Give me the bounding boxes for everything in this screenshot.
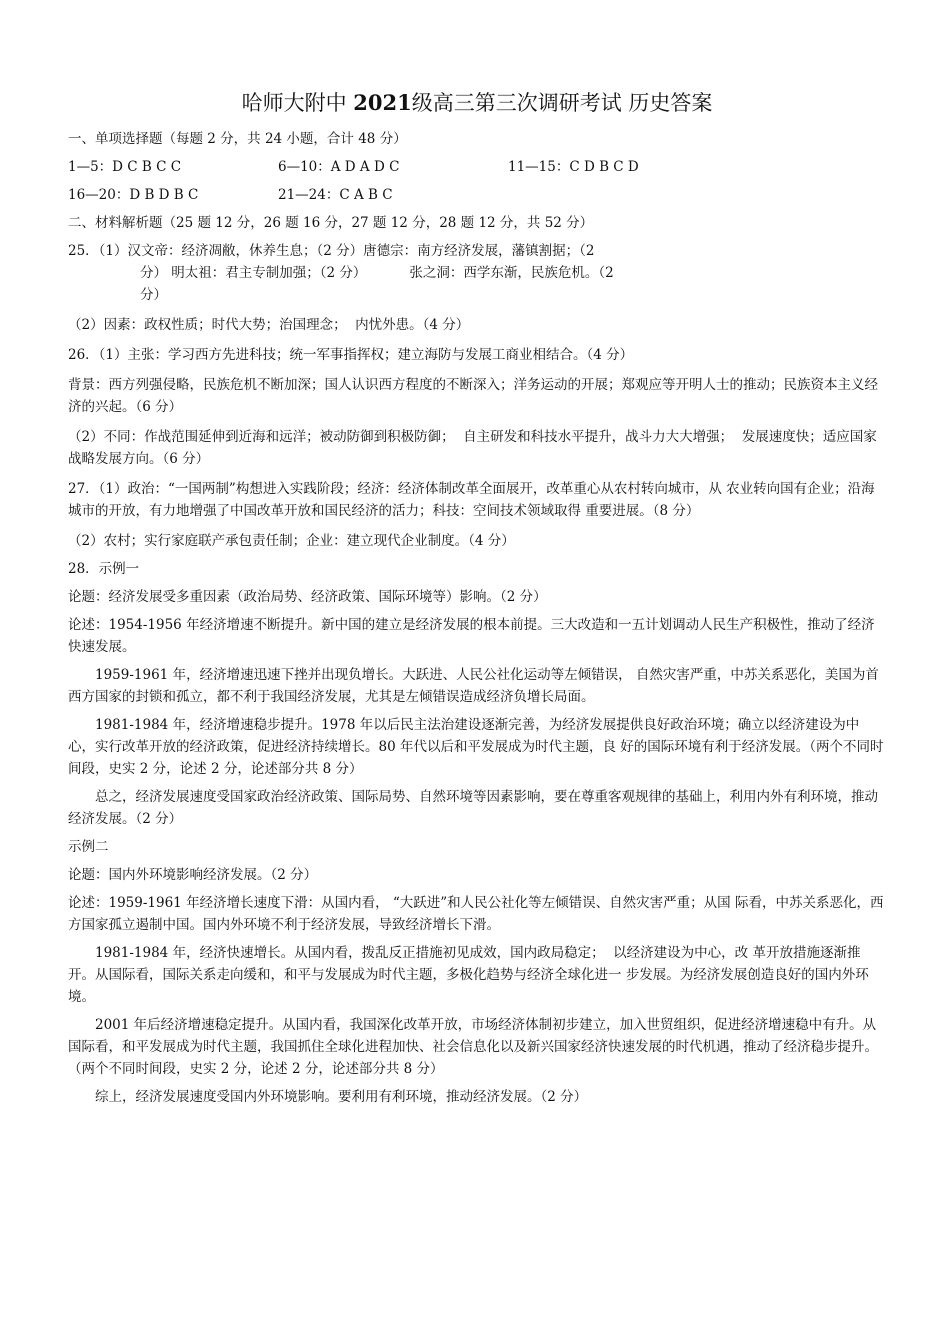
q27-part2: （2）农村；实行家庭联产承包责任制；企业：建立现代企业制度。（4 分） (68, 533, 515, 549)
q25-part1 (68, 240, 886, 306)
title-exam: 级高三第三次调研考试 历史答案 (411, 91, 713, 115)
q28-ex2-label: 示例二 (68, 839, 109, 855)
q28-ex2-thesis: 论题：国内外环境影响经济发展。（2 分） (68, 867, 318, 883)
q28-ex2-paragraph: 1981-1984 年，经济快速增长。从国内看，拨乱反正措施初见成效，国内政局稳定； 以经济建设为中心，改 革开放措施逐渐推开。从国际看，国际关系走向缓和，和平与发展成为时代主题，多极化趋势与经济全球化进一 步发展。为经济发展创造良好的国内外环境。 (68, 945, 869, 1005)
section2-heading: 二、材料解析题（25 题 12 分，26 题 16 分，27 题 12 分，28 题 12 分，共 52 分） (68, 215, 594, 231)
q26-background: 背景：西方列强侵略，民族危机不断加深；国人认识西方程度的不断深入；洋务运动的开展；郑观应等开明人士的推动；民族资本主义经济的兴起。（6 分） (68, 377, 878, 415)
q25-part2: （2）因素：政权性质；时代大势；治国理念； 内忧外患。（4 分） (68, 317, 470, 333)
section1-heading: 一、单项选择题（每题 2 分，共 24 小题，合计 48 分） (68, 131, 407, 147)
q28-ex1-conclusion: 总之，经济发展速度受国家政治经济政策、国际局势、自然环境等因素影响，要在尊重客观规律的基础上，利用内外有利环境，推动经济发展。（2 分） (68, 789, 878, 827)
q28-ex1-paragraph: 1981-1984 年，经济增速稳步提升。1978 年以后民主法治建设逐渐完善，为经济发展提供良好政治环境；确立以经济建设为中心，实行改革开放的经济政策，促进经济持续增长。80 年代以后和平发展成为时代主题，良 好的国际环境有利于经济发展。（两个不同时间段，史实 2 分，论述 2 分，论述部分共 8 分） (68, 717, 884, 777)
q26-part2: （2）不同：作战范围延伸到近海和远洋；被动防御到积极防御； 自主研发和科技水平提升，战斗力大大增强； 发展速度快；适应国家战略发展方向。（6 分） (68, 429, 877, 467)
q26-part1: 26．（1）主张：学习西方先进科技；统一军事指挥权；建立海防与发展工商业相结合。（4 分） (68, 347, 634, 363)
mc-answer-row (68, 156, 886, 178)
mc-answers-21-24: 21—24：C A B C (278, 187, 393, 203)
q25-line: 分） (140, 287, 167, 303)
q28-ex2-paragraph: 2001 年后经济增速稳定提升。从国内看，我国深化改革开放，市场经济体制初步建立，加入世贸组织，促进经济增速稳中有升。从国际看，和平发展成为时代主题，我国抓住全球化进程加快、社会信息化以及新兴国家经济快速发展的时代机遇，推动了经济稳步提升。（两个不同时间段，史实 2 分，论述 2 分，论述部分共 8 分） (68, 1017, 878, 1077)
q28-ex2-argument: 论述：1959-1961 年经济增长速度下滑：从国内看， “大跃进”和人民公社化等左倾错误、自然灾害严重；从国 际看，中苏关系恶化，西方国家孤立遏制中国。国内外环境不利于经济发展，导致经济增长下滑。 (68, 895, 884, 933)
mc-answers-16-20: 16—20：D B D B C (68, 187, 199, 203)
q28-ex1-argument: 论述：1954-1956 年经济增速不断提升。新中国的建立是经济发展的根本前提。三大改造和一五计划调动人民生产积极性，推动了经济快速发展。 (68, 617, 875, 655)
q27-part1: 27．（1）政治：“一国两制”构想进入实践阶段；经济：经济体制改革全面展开，改革重心从农村转向城市，从 农业转向国有企业；沿海城市的开放，有力地增强了中国改革开放和国民经济的活力；科技：空间技术领域取得 重要进展。（8 分） (68, 481, 875, 519)
mc-answer-row (68, 184, 886, 206)
mc-answers-6-10: 6—10：A D A D C (278, 159, 400, 175)
q28-ex1-paragraph: 1959-1961 年，经济增速迅速下挫并出现负增长。大跃进、人民公社化运动等左倾错误， 自然灾害严重，中苏关系恶化，美国为首西方国家的封锁和孤立，都不利于我国经济发展，尤其是左倾错误造成经济负增长局面。 (68, 667, 879, 705)
mc-answers-1-5: 1—5：D C B C C (68, 159, 182, 175)
q25-line: 分） 明太祖：君主专制加强；（2 分） 张之洞：西学东渐，民族危机。（2 (140, 265, 614, 281)
q25-line: 25．（1）汉文帝：经济凋敝，休养生息；（2 分）唐德宗：南方经济发展，藩镇割据；（2 (68, 243, 595, 259)
page-title (68, 88, 886, 118)
q28-ex1-thesis: 论题：经济发展受多重因素（政治局势、经济政策、国际环境等）影响。（2 分） (68, 589, 547, 605)
title-school: 哈师大附中 (241, 91, 347, 115)
mc-answers-11-15: 11—15：C D B C D (508, 159, 639, 175)
title-year: 2021 (353, 90, 412, 115)
q28-label: 28．示例一 (68, 561, 140, 577)
q28-ex2-conclusion: 综上，经济发展速度受国内外环境影响。要利用有利环境，推动经济发展。（2 分） (95, 1089, 588, 1105)
